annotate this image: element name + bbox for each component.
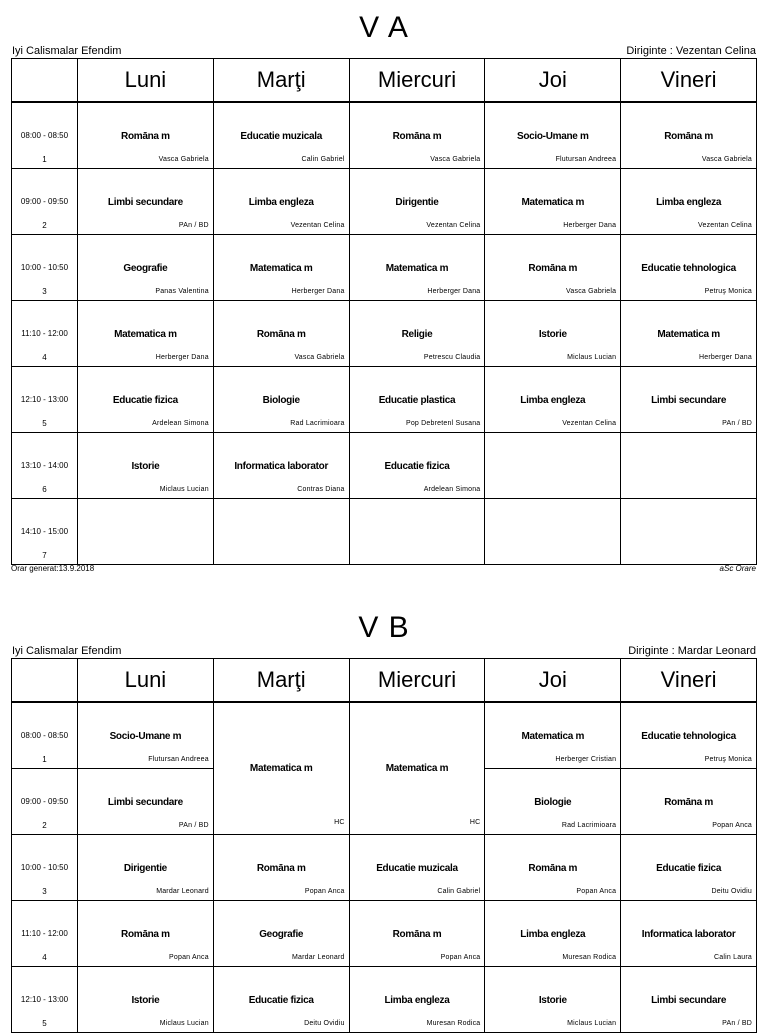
period-cell [12, 433, 78, 499]
lesson-cell [621, 967, 757, 1033]
subject-name: Romāna m [121, 131, 170, 142]
subject-name: Matematica m [657, 329, 720, 340]
lesson-cell [213, 301, 349, 367]
period-number: 3 [42, 287, 47, 296]
lesson-cell [213, 367, 349, 433]
lesson-cell [485, 102, 621, 169]
lesson-cell [213, 433, 349, 499]
teacher-name: Panas Valentina [155, 288, 209, 295]
lesson-cell [78, 102, 214, 169]
subject-name: Romāna m [528, 863, 578, 874]
teacher-name: PAn / BD [722, 420, 752, 427]
subject-name: Limba engleza [384, 995, 450, 1006]
subject-name: Educatie fizica [384, 461, 450, 472]
subject-name: Istorie [538, 329, 567, 340]
school-name: Iyi Calismalar Efendim [12, 645, 122, 657]
lesson-cell [485, 702, 621, 769]
period-row [12, 901, 757, 967]
lesson-cell [485, 433, 621, 499]
lesson-cell [485, 901, 621, 967]
subject-name: Romāna m [392, 929, 442, 940]
period-number: 5 [42, 1019, 47, 1028]
period-number: 4 [42, 353, 47, 362]
subject-name: Matematica m [249, 763, 313, 774]
lesson-cell [621, 433, 757, 499]
period-number: 2 [42, 221, 47, 230]
period-cell [12, 901, 78, 967]
school-name: Iyi Calismalar Efendim [12, 45, 122, 57]
period-time: 14:10 - 15:00 [20, 527, 69, 536]
subject-name: Limbi secundare [107, 797, 183, 808]
subject-name: Limba engleza [520, 395, 586, 406]
teacher-name: Vasca Gabriela [430, 156, 481, 163]
teacher-name: Muresan Rodica [562, 954, 617, 961]
subject-name: Educatie plastica [378, 395, 456, 406]
day-header: Joi [485, 59, 621, 103]
teacher-name: Deitu Ovidiu [711, 888, 752, 895]
subject-name: Istorie [538, 995, 567, 1006]
subject-name: Religie [401, 329, 433, 340]
period-cell [12, 102, 78, 169]
teacher-name: Deitu Ovidiu [304, 1020, 345, 1027]
subject-name: Istorie [131, 461, 160, 472]
period-cell [12, 367, 78, 433]
teacher-name: Petruş Monica [704, 756, 752, 763]
subject-name: Romāna m [664, 797, 713, 808]
lesson-cell [621, 301, 757, 367]
lesson-cell [213, 702, 349, 835]
lesson-cell [485, 967, 621, 1033]
lesson-cell [349, 169, 485, 235]
subject-name: Socio-Umane m [109, 731, 182, 742]
period-number: 1 [42, 155, 47, 164]
subject-name: Biologie [262, 395, 300, 406]
teacher-name: Mardar Leonard [291, 954, 345, 961]
day-header: Marţi [213, 659, 349, 703]
corner-cell [12, 659, 78, 703]
period-number: 6 [42, 485, 47, 494]
period-time: 11:10 - 12:00 [21, 929, 68, 938]
teacher-name: Popan Anca [712, 822, 752, 829]
period-time: 09:00 - 09:50 [20, 797, 69, 806]
teacher-name: Vasca Gabriela [158, 156, 209, 163]
period-time: 09:00 - 09:50 [20, 197, 69, 206]
teacher-name: HC [334, 819, 345, 826]
subject-name: Dirigentie [123, 863, 167, 874]
lesson-cell [621, 499, 757, 565]
day-header-row [12, 659, 757, 703]
teacher-name: Miclaus Lucian [159, 1020, 209, 1027]
teacher-name: Rad Lacrimioara [561, 822, 617, 829]
lesson-cell [78, 235, 214, 301]
lesson-cell [78, 433, 214, 499]
subject-name: Informatica laborator [234, 461, 329, 472]
lesson-cell [621, 102, 757, 169]
teacher-name: Calin Gabriel [437, 888, 481, 895]
day-header: Luni [78, 59, 214, 103]
teacher-name: Flutursan Andreea [555, 156, 617, 163]
teacher-name: Miclaus Lucian [567, 1020, 617, 1027]
subject-name: Biologie [534, 797, 572, 808]
period-number: 4 [42, 953, 47, 962]
subject-name: Educatie muzicala [376, 863, 458, 874]
period-time: 13:10 - 14:00 [20, 461, 69, 470]
subject-name: Matematica m [521, 731, 585, 742]
period-row [12, 967, 757, 1033]
teacher-name: Herberger Dana [155, 354, 209, 361]
day-header: Joi [485, 659, 621, 703]
teacher-name: Vezentan Celina [698, 222, 752, 229]
class-title: V A [359, 11, 409, 44]
lesson-cell [485, 169, 621, 235]
period-row [12, 367, 757, 433]
lesson-cell [78, 367, 214, 433]
lesson-cell [78, 835, 214, 901]
software-credit: aSc Orare [719, 564, 756, 573]
lesson-cell [485, 769, 621, 835]
subject-name: Educatie fizica [248, 995, 314, 1006]
subject-name: Matematica m [521, 197, 585, 208]
generated-date: Orar generat:13.9.2018 [11, 564, 95, 573]
day-header: Vineri [621, 59, 757, 103]
lesson-cell [349, 835, 485, 901]
period-number: 3 [42, 887, 47, 896]
teacher-name: Herberger Cristian [555, 756, 617, 763]
day-header: Luni [78, 659, 214, 703]
teacher-name: Calin Gabriel [301, 156, 345, 163]
lesson-cell [349, 301, 485, 367]
lesson-cell [621, 169, 757, 235]
subject-name: Limbi secundare [651, 995, 727, 1006]
subject-name: Matematica m [385, 263, 449, 274]
subject-name: Limba engleza [248, 197, 314, 208]
lesson-cell [349, 235, 485, 301]
period-time: 12:10 - 13:00 [20, 995, 69, 1004]
teacher-name: Petruş Monica [704, 288, 752, 295]
period-number: 1 [42, 755, 47, 764]
lesson-cell [213, 235, 349, 301]
teacher-name: Miclaus Lucian [159, 486, 209, 493]
subject-name: Limbi secundare [651, 395, 727, 406]
subject-name: Matematica m [385, 763, 449, 774]
period-row [12, 499, 757, 565]
day-header: Miercuri [349, 59, 485, 103]
subject-name: Socio-Umane m [516, 131, 589, 142]
teacher-name: Popan Anca [440, 954, 481, 961]
lesson-cell [621, 367, 757, 433]
period-cell [12, 235, 78, 301]
subject-name: Educatie fizica [656, 863, 722, 874]
period-time: 12:10 - 13:00 [20, 395, 69, 404]
lesson-cell [213, 967, 349, 1033]
period-row [12, 433, 757, 499]
teacher-name: Muresan Rodica [426, 1020, 481, 1027]
subject-name: Istorie [131, 995, 160, 1006]
period-time: 10:00 - 10:50 [20, 263, 69, 272]
lesson-cell [485, 835, 621, 901]
class-diriginte: Diriginte : Mardar Leonard [628, 645, 756, 657]
period-row [12, 169, 757, 235]
subject-name: Geografie [123, 263, 168, 274]
teacher-name: Vezentan Celina [426, 222, 481, 229]
lesson-cell [485, 499, 621, 565]
subject-name: Educatie muzicala [240, 131, 322, 142]
period-cell [12, 769, 78, 835]
teacher-name: Rad Lacrimioara [290, 420, 345, 427]
teacher-name: Popan Anca [169, 954, 209, 961]
subject-name: Matematica m [249, 263, 313, 274]
lesson-cell [621, 702, 757, 769]
teacher-name: Ardelean Simona [423, 486, 481, 493]
lesson-cell [78, 702, 214, 769]
period-row [12, 835, 757, 901]
day-header: Vineri [621, 659, 757, 703]
teacher-name: Vasca Gabriela [294, 354, 345, 361]
lesson-cell [349, 433, 485, 499]
lesson-cell [485, 367, 621, 433]
period-cell [12, 499, 78, 565]
period-cell [12, 169, 78, 235]
lesson-cell [349, 967, 485, 1033]
lesson-cell [78, 769, 214, 835]
teacher-name: Vasca Gabriela [566, 288, 617, 295]
lesson-cell [621, 769, 757, 835]
subject-name: Informatica laborator [641, 929, 736, 940]
teacher-name: HC [469, 819, 481, 826]
timetable-vb [0, 600, 768, 1028]
period-number: 2 [42, 821, 47, 830]
period-cell [12, 702, 78, 769]
teacher-name: Vezentan Celina [562, 420, 617, 427]
period-time: 11:10 - 12:00 [21, 329, 68, 338]
subject-name: Romāna m [392, 131, 442, 142]
schedule-table [11, 658, 757, 1033]
teacher-name: Vasca Gabriela [701, 156, 752, 163]
subject-name: Romāna m [121, 929, 170, 940]
teacher-name: Ardelean Simona [152, 420, 209, 427]
teacher-name: PAn / BD [178, 822, 209, 829]
subject-name: Limba engleza [656, 197, 722, 208]
subject-name: Geografie [259, 929, 304, 940]
period-row [12, 702, 757, 769]
subject-name: Limbi secundare [107, 197, 183, 208]
subject-name: Educatie tehnologica [641, 731, 736, 742]
period-row [12, 102, 757, 169]
subject-name: Romāna m [528, 263, 578, 274]
lesson-cell [213, 835, 349, 901]
lesson-cell [485, 301, 621, 367]
lesson-cell [349, 499, 485, 565]
period-cell [12, 301, 78, 367]
teacher-name: Calin Laura [714, 954, 752, 961]
teacher-name: Herberger Dana [291, 288, 345, 295]
teacher-name: Pop Debretenl Susana [405, 420, 481, 427]
teacher-name: Popan Anca [576, 888, 617, 895]
lesson-cell [621, 235, 757, 301]
teacher-name: PAn / BD [722, 1020, 752, 1027]
teacher-name: Herberger Dana [427, 288, 481, 295]
class-diriginte: Diriginte : Vezentan Celina [626, 45, 756, 57]
lesson-cell [78, 901, 214, 967]
class-title: V B [358, 611, 410, 644]
period-cell [12, 967, 78, 1033]
lesson-cell [78, 169, 214, 235]
teacher-name: PAn / BD [178, 222, 209, 229]
teacher-name: Herberger Dana [563, 222, 617, 229]
lesson-cell [78, 499, 214, 565]
teacher-name: Popan Anca [304, 888, 345, 895]
lesson-cell [349, 102, 485, 169]
subject-name: Educatie tehnologica [641, 263, 736, 274]
period-time: 08:00 - 08:50 [20, 731, 69, 740]
period-number: 5 [42, 419, 47, 428]
lesson-cell [78, 301, 214, 367]
lesson-cell [78, 967, 214, 1033]
teacher-name: Vezentan Celina [290, 222, 345, 229]
period-time: 10:00 - 10:50 [20, 863, 69, 872]
subject-name: Romāna m [256, 329, 306, 340]
period-number: 7 [42, 551, 47, 560]
teacher-name: Flutursan Andreea [148, 756, 209, 763]
period-time: 08:00 - 08:50 [20, 131, 69, 140]
day-header: Marţi [213, 59, 349, 103]
teacher-name: Miclaus Lucian [567, 354, 617, 361]
subject-name: Educatie fizica [112, 395, 178, 406]
lesson-cell [349, 367, 485, 433]
lesson-cell [213, 102, 349, 169]
day-header: Miercuri [349, 659, 485, 703]
lesson-cell [349, 702, 485, 835]
lesson-cell [621, 835, 757, 901]
teacher-name: Herberger Dana [699, 354, 752, 361]
teacher-name: Petrescu Claudia [423, 354, 481, 361]
period-row [12, 235, 757, 301]
teacher-name: Contras Diana [297, 486, 345, 493]
lesson-cell [213, 499, 349, 565]
teacher-name: Mardar Leonard [156, 888, 209, 895]
subject-name: Romāna m [256, 863, 306, 874]
subject-name: Matematica m [114, 329, 177, 340]
subject-name: Romāna m [664, 131, 713, 142]
day-header-row [12, 59, 757, 103]
subject-name: Limba engleza [520, 929, 586, 940]
lesson-cell [621, 901, 757, 967]
period-row [12, 301, 757, 367]
period-cell [12, 835, 78, 901]
schedule-table [11, 58, 757, 565]
lesson-cell [349, 901, 485, 967]
lesson-cell [213, 901, 349, 967]
lesson-cell [485, 235, 621, 301]
corner-cell [12, 59, 78, 103]
subject-name: Dirigentie [395, 197, 439, 208]
lesson-cell [213, 169, 349, 235]
